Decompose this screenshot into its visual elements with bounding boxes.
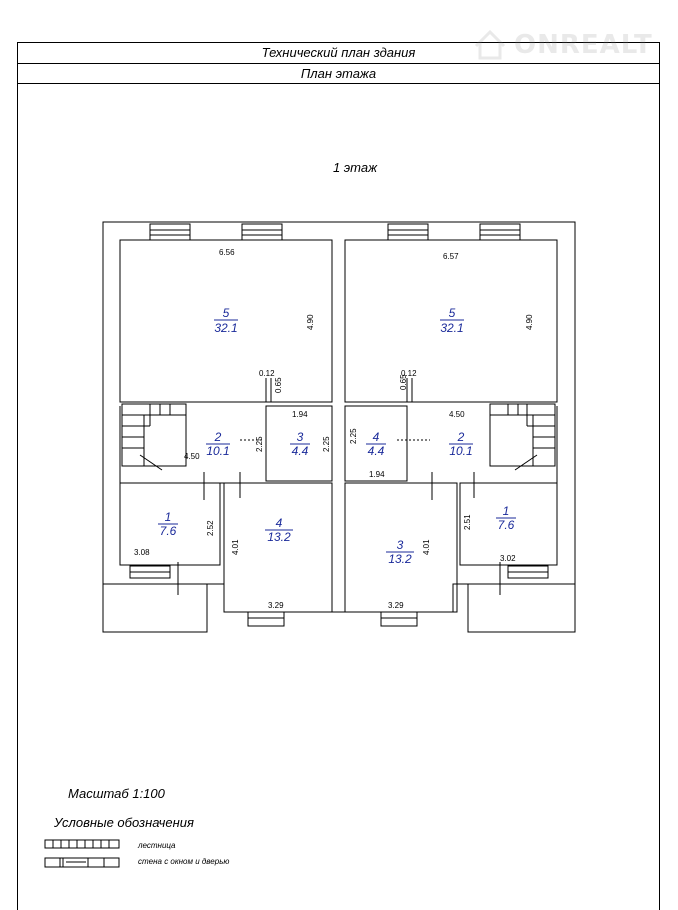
svg-text:2: 2 — [457, 430, 465, 444]
svg-text:13.2: 13.2 — [267, 530, 291, 544]
left-room-5-label — [214, 306, 238, 335]
left-room-2-label — [206, 430, 230, 458]
legend-wall-symbol — [45, 858, 119, 867]
right-stairs — [490, 404, 555, 470]
svg-text:32.1: 32.1 — [440, 321, 464, 335]
svg-text:5: 5 — [448, 306, 456, 320]
left-dim-room4-h: 4.01 — [231, 539, 240, 555]
svg-text:2: 2 — [214, 430, 222, 444]
left-dim-depth: 4.90 — [306, 314, 315, 330]
right-room-2-label — [449, 430, 473, 458]
right-dim-room4-w: 1.94 — [369, 470, 385, 479]
svg-text:4.4: 4.4 — [367, 444, 385, 458]
svg-text:1: 1 — [164, 510, 172, 524]
left-dim-room1-w: 3.08 — [134, 548, 150, 557]
sheet-subtitle: План этажа — [17, 64, 660, 84]
svg-text:5: 5 — [222, 306, 230, 320]
sheet-title: Технический план здания — [17, 42, 660, 64]
watermark-text: ONREALT — [514, 30, 653, 60]
right-room-1-label — [496, 504, 516, 532]
legend-stairs-symbol — [45, 840, 119, 848]
svg-text:32.1: 32.1 — [214, 321, 238, 335]
building-outline — [103, 222, 575, 632]
left-stairs — [122, 404, 186, 470]
right-room-5-label — [440, 306, 464, 335]
left-dim-room3-width: 1.94 — [292, 410, 308, 419]
svg-text:10.1: 10.1 — [206, 444, 230, 458]
svg-text:4: 4 — [275, 516, 283, 530]
porch-left — [103, 584, 207, 632]
left-dim-wall-len: 0.65 — [274, 377, 283, 393]
right-dim-wall-len: 0.65 — [399, 374, 408, 390]
porch-right — [468, 584, 575, 632]
right-room-4-label — [366, 430, 386, 458]
legend-item-wall: стена с окном и дверью — [138, 857, 230, 866]
legend-title: Условные обозначения — [54, 815, 194, 830]
left-dim-wall: 0.12 — [259, 369, 275, 378]
legend-item-stairs: лестница — [138, 841, 176, 850]
windows — [130, 224, 548, 626]
right-dim-room3-h: 4.01 — [422, 539, 431, 555]
left-room-1-label — [158, 510, 178, 538]
right-dim-depth: 4.90 — [525, 314, 534, 330]
left-room-4-label — [265, 516, 293, 544]
left-room-4 — [224, 483, 332, 612]
left-dim-room3-h1: 2.25 — [255, 436, 264, 452]
svg-text:7.6: 7.6 — [497, 518, 515, 532]
left-dim-width: 6.56 — [219, 248, 235, 257]
right-dim-hall: 4.50 — [449, 410, 465, 419]
right-dim-wall: 0.12 — [401, 369, 417, 378]
svg-text:7.6: 7.6 — [159, 524, 177, 538]
svg-text:3: 3 — [296, 430, 304, 444]
left-dim-room3-h2: 2.25 — [322, 436, 331, 452]
svg-text:4.4: 4.4 — [291, 444, 309, 458]
floor-title: 1 этаж — [332, 160, 378, 175]
svg-text:1: 1 — [502, 504, 510, 518]
right-dim-room4-h: 2.25 — [349, 428, 358, 444]
right-room-3-label — [386, 538, 414, 566]
right-dim-room1-h: 2.51 — [463, 514, 472, 530]
left-dim-room4-w: 3.29 — [268, 601, 284, 610]
left-dim-hall: 4.50 — [184, 452, 200, 461]
scale-label: Масштаб 1:100 — [68, 786, 165, 801]
right-dim-room1-w: 3.02 — [500, 554, 516, 563]
svg-text:13.2: 13.2 — [388, 552, 412, 566]
left-dim-room1-h: 2.52 — [206, 520, 215, 536]
svg-text:10.1: 10.1 — [449, 444, 473, 458]
right-dim-width: 6.57 — [443, 252, 459, 261]
svg-text:3: 3 — [396, 538, 404, 552]
right-dim-room3-w: 3.29 — [388, 601, 404, 610]
svg-text:4: 4 — [372, 430, 380, 444]
left-room-3-label — [290, 430, 310, 458]
